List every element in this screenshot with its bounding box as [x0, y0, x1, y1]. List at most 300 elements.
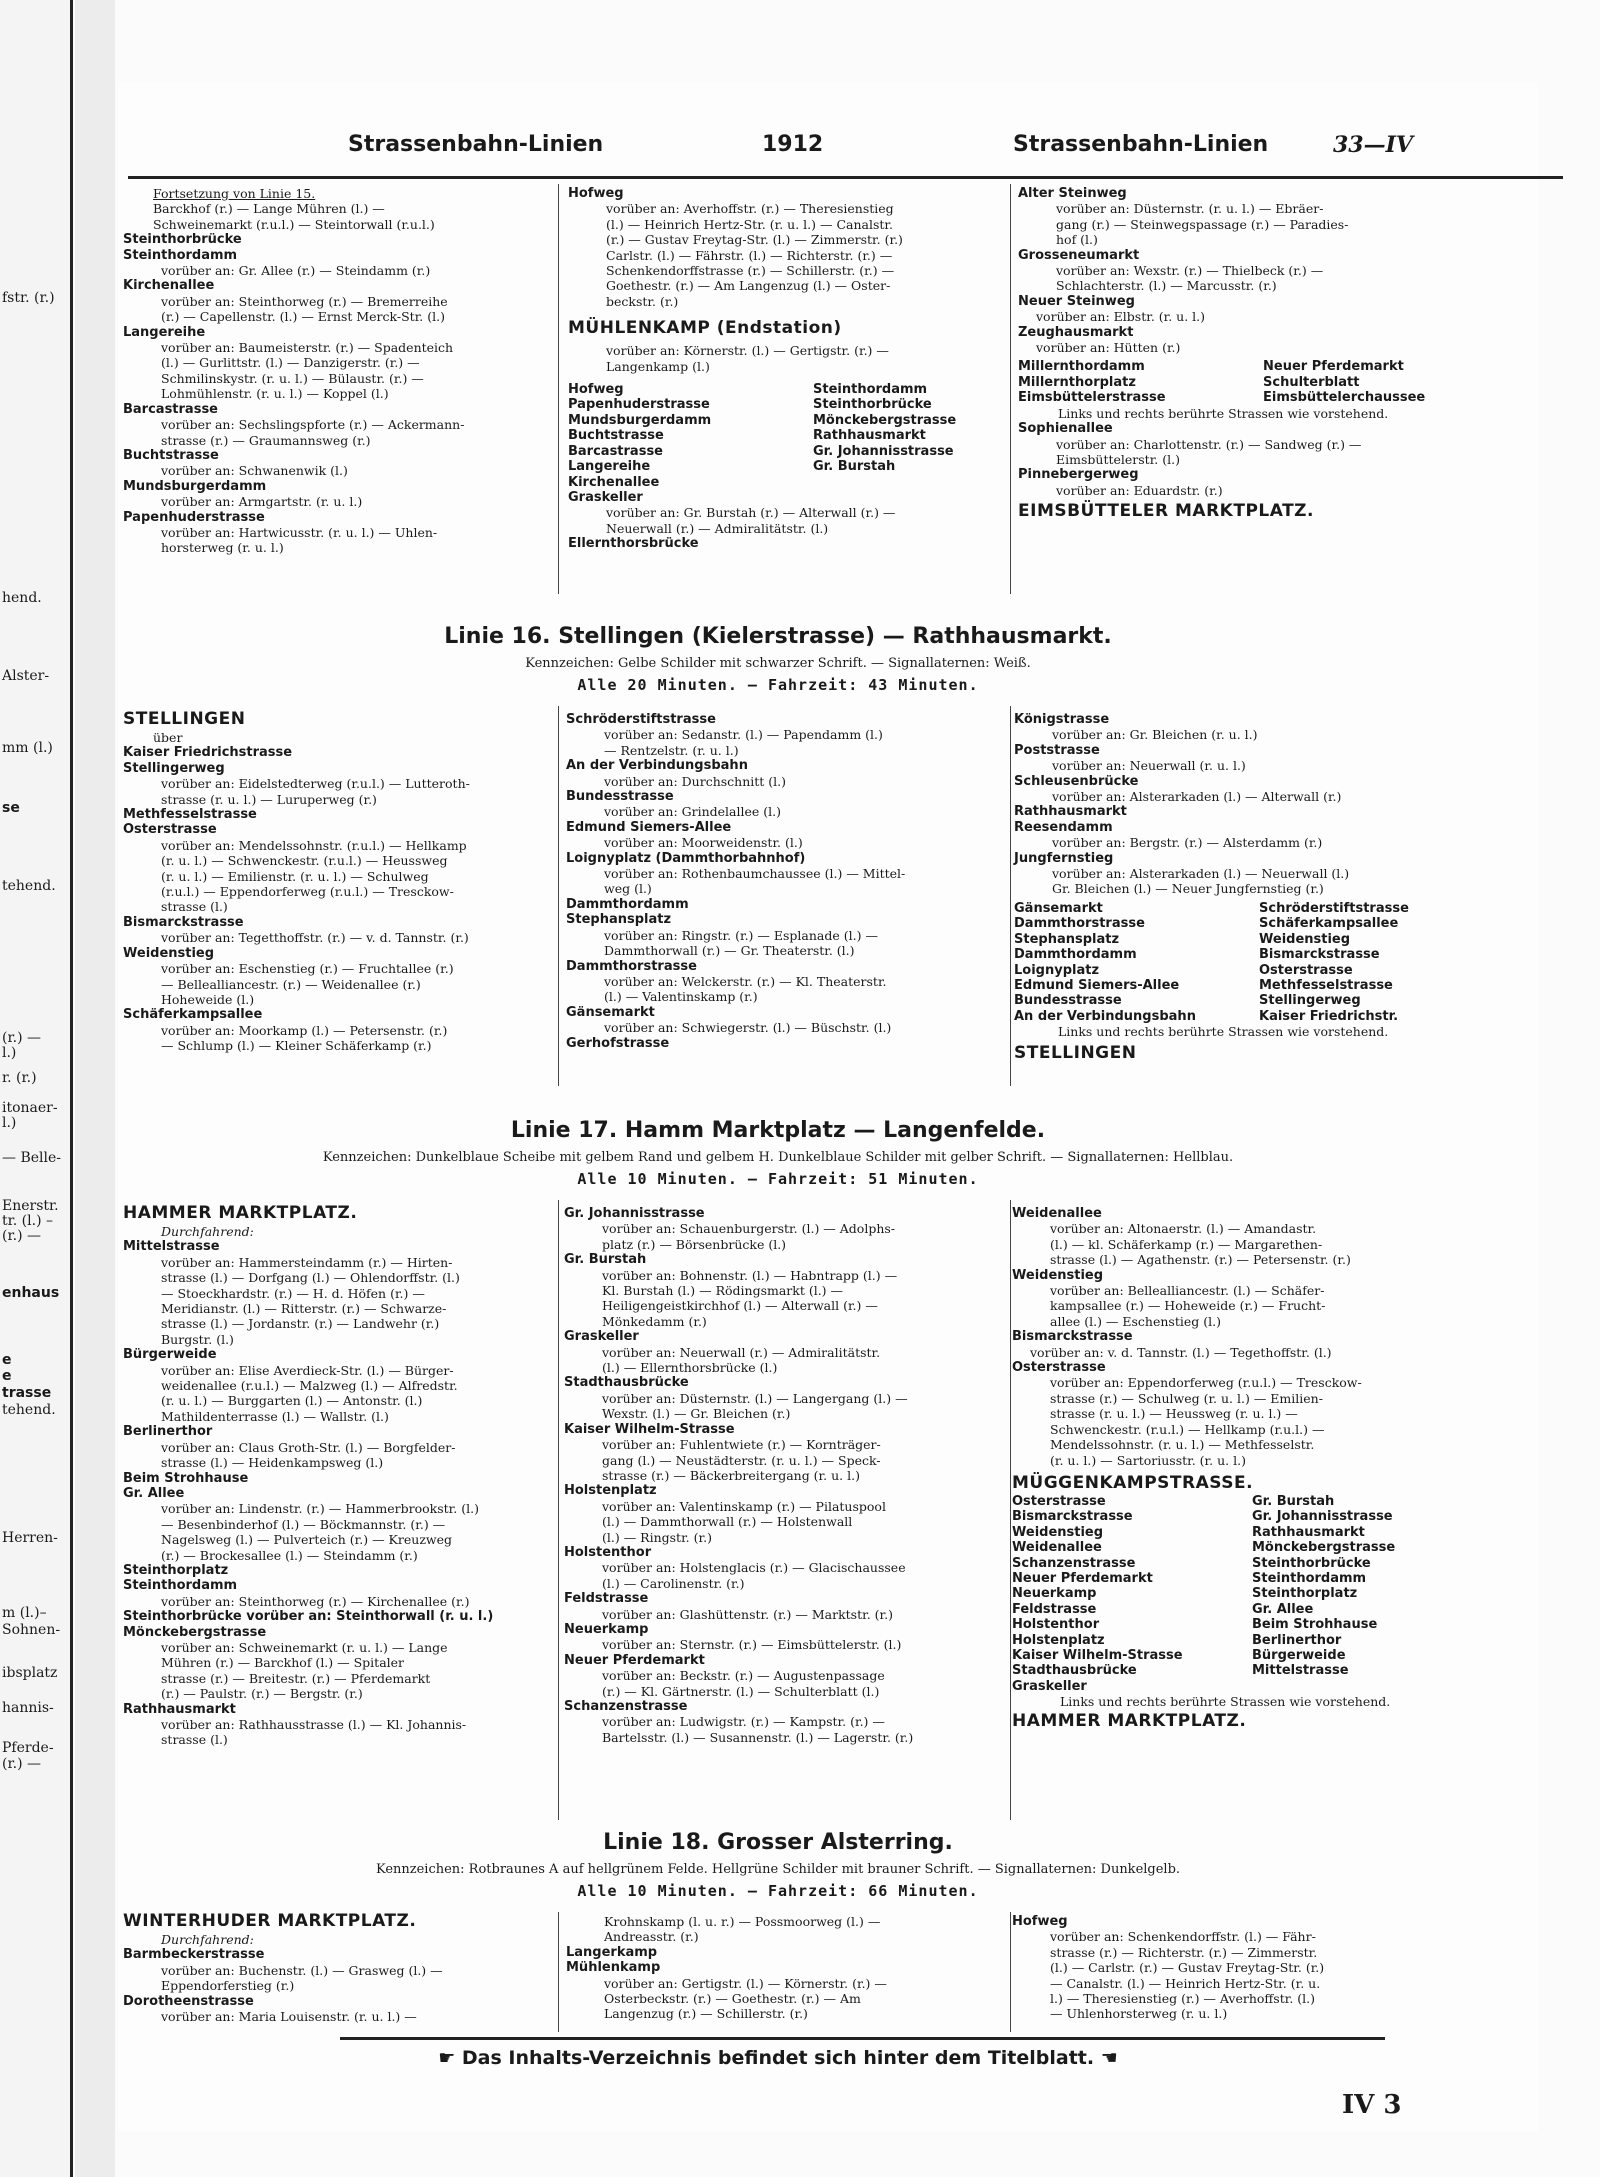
station-name: Weidenstieg [123, 945, 215, 961]
route-detail: vorüber an: v. d. Tannstr. (l.) — Tegethoffstr. (l.) [1030, 1344, 1332, 1360]
l15-column-2 [568, 186, 1003, 552]
route-detail: Schmilinskystr. (r. u. l.) — Bülaustr. (r.) — [161, 370, 424, 386]
route-detail: strasse (l.) [161, 899, 228, 915]
station-name: An der Verbindungsbahn [566, 758, 748, 774]
route-detail: Kl. Burstah (l.) — Rödingsmarkt (l.) — [602, 1283, 844, 1299]
l17-title: Linie 17. Hamm Marktplatz — Langenfelde. [510, 1118, 1046, 1143]
l16-end-station: STELLINGEN [1014, 1042, 1137, 1063]
route-detail: vorüber an: Valentinskamp (r.) — Pilatuspool [602, 1498, 886, 1514]
grid-station-name: Kaiser Wilhelm-Strasse [1012, 1647, 1183, 1663]
bleed-fragment: l.) [2, 1115, 17, 1131]
route-detail: vorüber an: Eidelstedterweg (r.u.l.) — Lutteroth- [161, 776, 470, 792]
route-detail: Dammthorwall (r.) — Gr. Theaterstr. (l.) [604, 943, 855, 959]
route-detail: kampsallee (r.) — Hoheweide (r.) — Frucht- [1050, 1298, 1326, 1314]
station-name: Langereihe [123, 324, 206, 340]
bleed-fragment: (r.) — [2, 1756, 41, 1772]
station-name: Grosseneumarkt [1018, 247, 1140, 263]
grid-station-name: Dammthordamm [1014, 947, 1137, 963]
station-name: Stephansplatz [566, 912, 672, 928]
route-detail: strasse (l.) — Jordanstr. (r.) — Landwehr (r.) [161, 1316, 440, 1332]
route-detail: Krohnskamp (l. u. r.) — Possmoorweg (l.) — [604, 1914, 881, 1929]
route-detail: vorüber an: Fuhlentwiete (r.) — Kornträger- [602, 1437, 881, 1453]
route-detail: über [153, 730, 183, 745]
bleed-fragment: e [2, 1368, 12, 1384]
grid-station-name: Mönckebergstrasse [1252, 1540, 1396, 1556]
route-detail: (r.) — Paulstr. (r.) — Bergstr. (r.) [161, 1686, 363, 1702]
station-name: Schröderstiftstrasse [566, 712, 716, 727]
station-name: Stadthausbrücke [564, 1375, 689, 1391]
route-detail: weidenallee (r.u.l.) — Malzweg (l.) — Alfredstr. [161, 1378, 458, 1394]
route-detail: Osterbeckstr. (r.) — Goethestr. (r.) — Am [604, 1991, 861, 2007]
bleed-fragment: itonaer- [2, 1100, 58, 1116]
l17-mid-station: MÜGGENKAMPSTRASSE. [1012, 1472, 1254, 1493]
l18-title: Linie 18. Grosser Alsterring. [603, 1830, 953, 1855]
route-detail: vorüber an: Gr. Allee (r.) — Steindamm (r.) [161, 263, 431, 279]
grid-station-name: Barcastrasse [568, 443, 663, 459]
station-name: Mühlenkamp [566, 1960, 661, 1976]
route-detail: (r. u. l.) — Burggarten (l.) — Antonstr. (l.) [161, 1393, 423, 1409]
route-detail: vorüber an: Gr. Bleichen (r. u. l.) [1052, 727, 1258, 743]
route-detail: Langenzug (r.) — Schillerstr. (r.) [604, 2006, 808, 2022]
route-detail: Hoheweide (l.) [161, 991, 255, 1007]
station-name: Mittelstrasse [123, 1239, 220, 1255]
station-name: Loignyplatz (Dammthorbahnhof) [566, 850, 806, 866]
bleed-fragment: Enerstr. [2, 1198, 59, 1214]
station-name: Langerkamp [566, 1944, 658, 1960]
grid-station-name: Gr. Burstah [1252, 1493, 1335, 1509]
route-detail: vorüber an: Alsterarkaden (l.) — Neuerwall (l.) [1052, 866, 1350, 882]
route-detail: vorüber an: Averhoffstr. (r.) — Theresienstieg [606, 201, 894, 217]
grid-station-name: Loignyplatz [1014, 962, 1100, 978]
l17-column-2 [564, 1206, 1004, 1745]
station-name: Kirchenallee [123, 278, 215, 294]
grid-station-name: Bismarckstrasse [1012, 1509, 1133, 1525]
station-name: Neuer Pferdemarkt [564, 1652, 705, 1668]
route-detail: — Rentzelstr. (r. u. l.) [604, 742, 739, 758]
bleed-fragment: enhaus [2, 1285, 60, 1301]
station-name: Methfesselstrasse [123, 807, 257, 823]
grid-station-name: An der Verbindungsbahn [1014, 1008, 1196, 1024]
route-detail: vorüber an: Steinthorweg (r.) — Bremerreihe [161, 293, 448, 309]
route-detail: vorüber an: Rothenbaumchaussee (l.) — Mittel- [604, 866, 906, 882]
pointing-hand-right-icon: ☚ [1094, 2047, 1118, 2069]
l16-frequency: Alle 20 Minuten. — Fahrzeit: 43 Minuten. [577, 676, 979, 694]
grid-station-name: Holstenthor [1012, 1617, 1100, 1633]
route-detail: vorüber an: Neuerwall (r.) — Admiralitätstr. [602, 1344, 881, 1360]
route-detail: vorüber an: Körnerstr. (l.) — Gertigstr. (r.) — [606, 343, 889, 359]
column-divider [558, 1200, 559, 1820]
station-name: Bürgerweide [123, 1347, 217, 1363]
grid-station-name: Methfesselstrasse [1259, 977, 1393, 993]
route-detail: strasse (r.) — Richterstr. (r.) — Zimmerstr. [1050, 1944, 1318, 1960]
route-detail: vorüber an: Wexstr. (r.) — Thielbeck (r.) — [1056, 263, 1324, 279]
route-detail: Eimsbüttelerstr. (l.) [1056, 451, 1180, 467]
grid-station-name: Rathhausmarkt [813, 428, 926, 444]
route-detail: Schweinemarkt (r.u.l.) — Steintorwall (r.u.l.) [153, 216, 435, 232]
route-detail: (l.) — Gurlittstr. (l.) — Danzigerstr. (r.) — [161, 355, 420, 371]
station-name: Schleusenbrücke [1014, 773, 1139, 789]
route-detail: strasse (r.) — Graumannsweg (r.) [161, 432, 371, 448]
bleed-fragment: Sohnen- [2, 1622, 61, 1638]
route-detail: platz (r.) — Börsenbrücke (l.) [602, 1236, 787, 1252]
route-detail: vorüber an: Holstenglacis (r.) — Glacischaussee [602, 1560, 906, 1576]
grid-station-name: Gr. Johannisstrasse [813, 443, 954, 459]
route-detail: Gr. Bleichen (l.) — Neuer Jungfernstieg (r.) [1052, 881, 1324, 897]
route-detail: vorüber an: Charlottenstr. (r.) — Sandweg (r.) — [1056, 436, 1362, 452]
route-detail: — Stoeckhardstr. (r.) — H. d. Höfen (r.) — [161, 1285, 425, 1301]
grid-station-name: Papenhuderstrasse [568, 397, 710, 413]
route-detail: (r.) — Brockesallee (l.) — Steindamm (r.) [161, 1547, 418, 1563]
l15-links-note: Links und rechts berührte Strassen wie vorstehend. [1058, 405, 1389, 421]
route-detail: Andreasstr. (r.) [604, 1929, 699, 1945]
station-name: Barcastrasse [123, 401, 218, 417]
route-detail: vorüber an: Eschenstieg (r.) — Fruchtallee (r.) [161, 961, 454, 977]
route-detail: vorüber an: Steinthorweg (r.) — Kirchenallee (r.) [161, 1593, 470, 1609]
route-detail: vorüber an: Welckerstr. (r.) — Kl. Theaterstr. [604, 973, 887, 989]
route-detail: vorüber an: Elbstr. (r. u. l.) [1036, 309, 1206, 325]
bleed-fragment: hend. [2, 590, 42, 606]
route-detail: Schenkendorffstrasse (r.) — Schillerstr. (r.) — [606, 263, 895, 279]
l17-links-note: Links und rechts berührte Strassen wie vorstehend. [1060, 1694, 1391, 1710]
route-detail: vorüber an: Bergstr. (r.) — Alsterdamm (r.) [1052, 835, 1323, 851]
route-detail: Schlachterstr. (l.) — Marcusstr. (r.) [1056, 278, 1277, 294]
grid-station-name: Schröderstiftstrasse [1259, 900, 1409, 916]
station-name: Neuerkamp [564, 1621, 649, 1637]
route-detail: Fortsetzung von Linie 15. [153, 186, 316, 201]
route-detail: strasse (l.) [161, 1732, 228, 1748]
grid-station-name [813, 475, 1023, 490]
station-name: Dorotheenstrasse [123, 1993, 254, 2009]
route-detail: vorüber an: Hartwicusstr. (r. u. l.) — Uhlen- [161, 524, 438, 540]
route-detail: vorüber an: Schwiegerstr. (l.) — Büschstr. (l.) [604, 1020, 892, 1036]
grid-station-name: Dammthorstrasse [1014, 916, 1145, 932]
station-name: Osterstrasse [123, 822, 217, 838]
column-divider [558, 184, 559, 594]
station-name: Osterstrasse [1012, 1360, 1106, 1376]
grid-station-name: Schanzenstrasse [1012, 1555, 1136, 1571]
l17-column-1 [123, 1202, 553, 1748]
bleed-fragment: tehend. [2, 878, 56, 894]
station-name: Rathhausmarkt [1014, 804, 1127, 820]
grid-station-name: Kirchenallee [568, 474, 660, 490]
adjacent-page-bleed [0, 0, 73, 2177]
route-detail: Bartelsstr. (l.) — Susannenstr. (l.) — Lagerstr. (r.) [602, 1729, 914, 1745]
route-detail: vorüber an: Baumeisterstr. (r.) — Spadenteich [161, 340, 454, 356]
station-name: Schäferkampsallee [123, 1007, 263, 1023]
station-name: Zeughausmarkt [1018, 324, 1134, 340]
footer-note-text: Das Inhalts-Verzeichnis befindet sich hinter dem Titelblatt. [461, 2047, 1095, 2069]
grid-station-name: Eimsbüttelerchaussee [1263, 390, 1426, 406]
route-detail: vorüber an: Düsternstr. (r. u. l.) — Ebräer- [1056, 201, 1324, 217]
station-name: Gr. Allee [123, 1485, 185, 1501]
station-name: Holstenplatz [564, 1483, 657, 1499]
station-name: Beim Strohhause [123, 1470, 249, 1486]
grid-station-name: Weidenallee [1012, 1540, 1102, 1556]
station-name: Reesendamm [1014, 819, 1113, 835]
station-name: Bismarckstrasse [1012, 1329, 1133, 1345]
route-detail: Mendelssohnstr. (r. u. l.) — Methfesselstr. [1050, 1437, 1315, 1453]
grid-station-name: Beim Strohhause [1252, 1617, 1378, 1633]
route-detail: Eppendorferstieg (r.) [161, 1978, 295, 1994]
route-detail: Mühren (r.) — Barckhof (l.) — Spitaler [161, 1655, 405, 1671]
route-detail: — Besenbinderhof (l.) — Böckmannstr. (r.) — [161, 1516, 446, 1532]
route-detail: beckstr. (r.) [606, 293, 679, 309]
l16-kennzeichen: Kennzeichen: Gelbe Schilder mit schwarzer Schrift. — Signallaternen: Weiß. [525, 656, 1031, 671]
route-detail: Heiligengeistkirchhof (l.) — Alterwall (r.) — [602, 1298, 878, 1314]
grid-station-name: Stephansplatz [1014, 931, 1120, 947]
route-detail: Mathildenterrasse (l.) — Wallstr. (l.) [161, 1408, 389, 1424]
header-year: 1912 [762, 132, 824, 157]
route-detail: (l.) — Dammthorwall (r.) — Holstenwall [602, 1514, 853, 1530]
route-detail: Burgstr. (l.) [161, 1331, 234, 1347]
route-detail: (l.) — Carolinenstr. (r.) [602, 1575, 745, 1591]
grid-station-name: Neuer Pferdemarkt [1263, 359, 1404, 375]
l18-column-2 [566, 1914, 1006, 2022]
route-detail: allee (l.) — Eschenstieg (l.) [1050, 1313, 1221, 1329]
route-detail: vorüber an: Beckstr. (r.) — Augustenpassage [602, 1668, 885, 1684]
route-detail: vorüber an: Buchenstr. (l.) — Grasweg (l.) — [161, 1962, 443, 1978]
route-detail: (l.) — Heinrich Hertz-Str. (r. u. l.) — Canalstr. [606, 216, 894, 232]
route-detail: (r. u. l.) — Schwenckestr. (r.u.l.) — Heussweg [161, 853, 448, 869]
route-detail: vorüber an: Sternstr. (r.) — Eimsbüttelerstr. (l.) [602, 1637, 902, 1653]
route-detail: strasse (r. u. l.) — Heussweg (r. u. l.) — [1050, 1406, 1298, 1422]
bleed-fragment: m (l.)– [2, 1605, 47, 1621]
route-detail: vorüber an: Sedanstr. (l.) — Papendamm (l.) [604, 727, 883, 743]
station-name: Feldstrasse [564, 1591, 649, 1607]
grid-station-name: Gr. Allee [1252, 1601, 1314, 1617]
station-name: Mundsburgerdamm [123, 478, 267, 494]
station-name: Gr. Johannisstrasse [564, 1206, 705, 1221]
route-detail: Meridianstr. (l.) — Ritterstr. (r.) — Schwarze- [161, 1301, 447, 1317]
grid-station-name: Mönckebergstrasse [813, 412, 957, 428]
grid-station-name: Langereihe [568, 459, 651, 475]
grid-station-name: Holstenplatz [1012, 1632, 1105, 1648]
l18-frequency: Alle 10 Minuten. — Fahrzeit: 66 Minuten. [577, 1882, 979, 1900]
station-name: Papenhuderstrasse [123, 509, 265, 525]
bleed-fragment: Alster- [2, 668, 50, 684]
route-detail: Langenkamp (l.) [606, 358, 710, 374]
route-detail: vorüber an: Hütten (r.) [1036, 340, 1181, 356]
header-rule [128, 176, 1563, 179]
route-detail: hof (l.) [1056, 232, 1098, 248]
route-detail: strasse (r. u. l.) — Luruperweg (r.) [161, 791, 377, 807]
bleed-fragment: r. (r.) [2, 1070, 37, 1086]
bleed-fragment: l.) [2, 1045, 17, 1061]
route-detail: vorüber an: Durchschnitt (l.) [604, 773, 787, 789]
grid-station-name: Buchtstrasse [568, 428, 664, 444]
station-name: Dammthorstrasse [566, 958, 697, 974]
route-detail: vorüber an: Ringstr. (r.) — Esplanade (l.) — [604, 927, 878, 943]
station-name: Weidenstieg [1012, 1267, 1104, 1283]
grid-station-name: Neuer Pferdemarkt [1012, 1570, 1153, 1586]
l18-column-1 [123, 1910, 553, 2024]
route-detail: (l.) — Ringstr. (r.) [602, 1529, 712, 1545]
grid-station-name: Stadthausbrücke [1012, 1663, 1137, 1679]
route-detail: Mönkedamm (r.) [602, 1313, 707, 1329]
station-name: Königstrasse [1014, 712, 1110, 727]
route-detail: Barckhof (r.) — Lange Mühren (l.) — [153, 201, 385, 217]
station-name: Edmund Siemers-Allee [566, 819, 732, 835]
page-gutter [75, 0, 115, 2177]
l17-kennzeichen: Kennzeichen: Dunkelblaue Scheibe mit gelbem Rand und gelbem H. Dunkelblaue Schilder mit gelber Schrift. — Signallaternen: Hellblau. [322, 1150, 1234, 1165]
column-divider [1010, 1912, 1011, 2032]
grid-station-name: Osterstrasse [1012, 1493, 1106, 1509]
station-name: Steinthordamm [123, 1578, 238, 1594]
route-detail: vorüber an: Düsternstr. (l.) — Langergang (l.) — [602, 1390, 908, 1406]
grid-station-name: Gr. Johannisstrasse [1252, 1509, 1393, 1525]
route-detail: vorüber an: Bohnenstr. (l.) — Habntrapp (l.) — [602, 1267, 898, 1283]
l16-column-2 [566, 712, 1006, 1051]
route-detail: vorüber an: Schauenburgerstr. (l.) — Adolphs- [602, 1221, 896, 1237]
station-name: Rathhausmarkt [123, 1701, 236, 1717]
route-detail: Goethestr. (r.) — Am Langenzug (l.) — Oster- [606, 278, 891, 294]
route-detail: vorüber an: Claus Groth-Str. (l.) — Borgfelder- [161, 1439, 456, 1455]
l18-kennzeichen: Kennzeichen: Rotbraunes A auf hellgrünem Felde. Hellgrüne Schilder mit brauner Schrift. — Signallaternen: Dunkelgelb. [375, 1862, 1181, 1877]
route-detail: vorüber an: Grindelallee (l.) [604, 804, 781, 820]
l15-return-grid [1018, 359, 1458, 405]
header-page-number: 33—IV [1333, 132, 1413, 158]
route-detail: gang (l.) — Neustädterstr. (r. u. l.) — Speck- [602, 1452, 881, 1468]
pointing-hand-left-icon: ☛ [438, 2047, 462, 2069]
l15-column-3 [1018, 186, 1458, 522]
station-name: Jungfernstieg [1014, 850, 1114, 866]
route-detail: vorüber an: Moorweidenstr. (l.) [604, 835, 803, 851]
route-detail: strasse (l.) — Dorfgang (l.) — Ohlendorffstr. (l.) [161, 1270, 460, 1286]
grid-station-name: Bismarckstrasse [1259, 947, 1380, 963]
grid-station-name: Steinthordamm [813, 382, 928, 398]
l16-links-note: Links und rechts berührte Strassen wie vorstehend. [1058, 1024, 1389, 1040]
header-left-title: Strassenbahn-Linien [348, 132, 604, 157]
route-detail: — Uhlenhorsterweg (r. u. l.) [1050, 2006, 1228, 2022]
station-name: Poststrasse [1014, 742, 1100, 758]
route-detail: Lohmühlenstr. (r. u. l.) — Koppel (l.) [161, 386, 389, 402]
station-name: Kaiser Friedrichstrasse [123, 745, 293, 761]
station-name: Weidenallee [1012, 1206, 1102, 1221]
route-detail: — Schlump (l.) — Kleiner Schäferkamp (r.) [161, 1038, 432, 1054]
grid-station-name: Steinthorbrücke [1252, 1555, 1371, 1571]
route-detail: vorüber an: Altonaerstr. (l.) — Amandastr. [1050, 1221, 1317, 1237]
grid-station-name: Schulterblatt [1263, 374, 1360, 390]
route-detail: strasse (r.) — Breitestr. (r.) — Pferdemarkt [161, 1670, 431, 1686]
bleed-fragment: e [2, 1352, 12, 1368]
station-name: Hofweg [1012, 1914, 1068, 1929]
route-detail: vorüber an: Eduardstr. (r.) [1056, 482, 1223, 498]
grid-station-name: Eimsbüttelerstrasse [1018, 390, 1166, 406]
station-name: Bismarckstrasse [123, 914, 244, 930]
grid-station-name: Hofweg [568, 382, 624, 398]
station-name: Berlinerthor [123, 1424, 213, 1440]
l15-end-station: EIMSBÜTTELER MARKTPLATZ. [1018, 501, 1314, 522]
column-divider [1010, 706, 1011, 1086]
route-detail: Schwenckestr. (r.u.l.) — Hellkamp (r.u.l.) — [1050, 1421, 1325, 1437]
route-detail: (l.) — Carlstr. (r.) — Gustav Freytag-Str. (r.) [1050, 1960, 1325, 1976]
station-name: Sophienallee [1018, 421, 1113, 437]
route-detail: l.) — Theresienstieg (r.) — Averhoffstr. (l.) [1050, 1991, 1316, 2007]
route-detail: vorüber an: Bellealliancestr. (l.) — Schäfer- [1050, 1283, 1325, 1299]
grid-station-name: Neuerkamp [1012, 1586, 1097, 1602]
route-detail: vorüber an: Sechslingspforte (r.) — Ackermann- [161, 417, 465, 433]
route-detail: (r. u. l.) — Emilienstr. (r. u. l.) — Schulweg [161, 868, 429, 884]
grid-station-name: Bürgerweide [1252, 1647, 1346, 1663]
route-detail: vorüber an: Schenkendorffstr. (l.) — Fähr- [1050, 1929, 1316, 1945]
grid-station-name: Osterstrasse [1259, 962, 1353, 978]
station-name: Alter Steinweg [1018, 186, 1127, 201]
bleed-fragment: mm (l.) [2, 740, 53, 756]
station-name: Graskeller [564, 1329, 639, 1345]
station-name: Ellernthorsbrücke [568, 536, 699, 552]
route-detail: vorüber an: Hammersteindamm (r.) — Hirten- [161, 1254, 453, 1270]
l17-end-station: HAMMER MARKTPLATZ. [1012, 1710, 1247, 1731]
grid-station-name: Berlinerthor [1252, 1632, 1342, 1648]
station-name: Mönckebergstrasse [123, 1624, 267, 1640]
grid-station-name: Mundsburgerdamm [568, 412, 712, 428]
grid-station-name: Mittelstrasse [1252, 1663, 1349, 1679]
grid-station-name: Feldstrasse [1012, 1601, 1097, 1617]
grid-station-name: Graskeller [1012, 1678, 1087, 1694]
l16-title: Linie 16. Stellingen (Kielerstrasse) — Rathhausmarkt. [444, 624, 1112, 649]
station-name: Stellingerweg [123, 760, 225, 776]
route-detail: vorüber an: Eppendorferweg (r.u.l.) — Tresckow- [1050, 1375, 1362, 1391]
station-name: Gerhofstrasse [566, 1035, 670, 1051]
route-detail: vorüber an: Rathhausstrasse (l.) — Kl. Johannis- [161, 1717, 467, 1732]
page-header [128, 132, 1428, 166]
grid-station-name: Gänsemarkt [1014, 900, 1103, 916]
route-detail: strasse (r.) — Bäckerbreitergang (r. u. l.) [602, 1467, 860, 1483]
route-detail: vorüber an: Maria Louisenstr. (r. u. l.) — [161, 2009, 417, 2025]
route-detail: — Canalstr. (l.) — Heinrich Hertz-Str. (r. u. [1050, 1975, 1321, 1991]
route-detail: vorüber an: Mendelssohnstr. (r.u.l.) — Hellkamp [161, 837, 467, 853]
route-detail: strasse (l.) — Heidenkampsweg (l.) [161, 1455, 384, 1471]
route-detail: (l.) — kl. Schäferkamp (r.) — Margarethen- [1050, 1236, 1323, 1252]
column-divider [558, 1912, 559, 2032]
bleed-fragment: (r.) — [2, 1228, 41, 1244]
l16-return-grid [1014, 901, 1454, 1024]
station-name: Holstenthor [564, 1544, 652, 1560]
grid-station-name [1252, 1679, 1462, 1694]
route-detail: Nagelsweg (l.) — Pulverteich (r.) — Kreuzweg [161, 1532, 453, 1548]
l17-start-station: HAMMER MARKTPLATZ. [123, 1203, 358, 1223]
bleed-fragment: ibsplatz [2, 1665, 58, 1681]
l15-endstation: MÜHLENKAMP (Endstation) [568, 318, 842, 339]
route-detail: strasse (l.) — Agathenstr. (r.) — Petersenstr. (r.) [1050, 1252, 1351, 1268]
station-name: Neuer Steinweg [1018, 293, 1135, 309]
route-detail: vorüber an: Elise Averdieck-Str. (l.) — Bürger- [161, 1362, 454, 1378]
page-number-footer: IV 3 [1342, 2090, 1402, 2120]
route-detail: (r.) — Kl. Gärtnerstr. (l.) — Schulterblatt (l.) [602, 1683, 880, 1699]
route-detail: vorüber an: Gertigstr. (l.) — Körnerstr. (r.) — [604, 1975, 887, 1991]
route-detail: Neuerwall (r.) — Admiralitätstr. (l.) [606, 520, 829, 536]
l16-column-1 [123, 708, 553, 1054]
station-name: Buchtstrasse [123, 447, 219, 463]
l17-column-3 [1012, 1206, 1452, 1732]
grid-station-name: Edmund Siemers-Allee [1014, 977, 1180, 993]
station-name: Gr. Burstah [564, 1252, 647, 1268]
footer-note [128, 2047, 1428, 2069]
route-detail: (r.) — Gustav Freytag-Str. (l.) — Zimmerstr. (r.) [606, 232, 903, 248]
route-detail: vorüber an: Schweinemarkt (r. u. l.) — Lange [161, 1639, 448, 1655]
station-name: Kaiser Wilhelm-Strasse [564, 1421, 735, 1437]
route-detail: vorüber an: Moorkamp (l.) — Petersenstr. (r.) [161, 1022, 448, 1038]
grid-station-name: Kaiser Friedrichstr. [1259, 1008, 1399, 1024]
grid-station-name: Millernthorplatz [1018, 374, 1136, 390]
grid-station-name: Millernthordamm [1018, 359, 1145, 375]
column-divider [1010, 1200, 1011, 1820]
route-detail: vorüber an: Neuerwall (r. u. l.) [1052, 758, 1246, 774]
station-name: Gänsemarkt [566, 1004, 655, 1020]
l16-start-station: STELLINGEN [123, 709, 246, 729]
route-detail: horsterweg (r. u. l.) [161, 540, 284, 556]
bleed-fragment: Herren- [2, 1530, 58, 1546]
